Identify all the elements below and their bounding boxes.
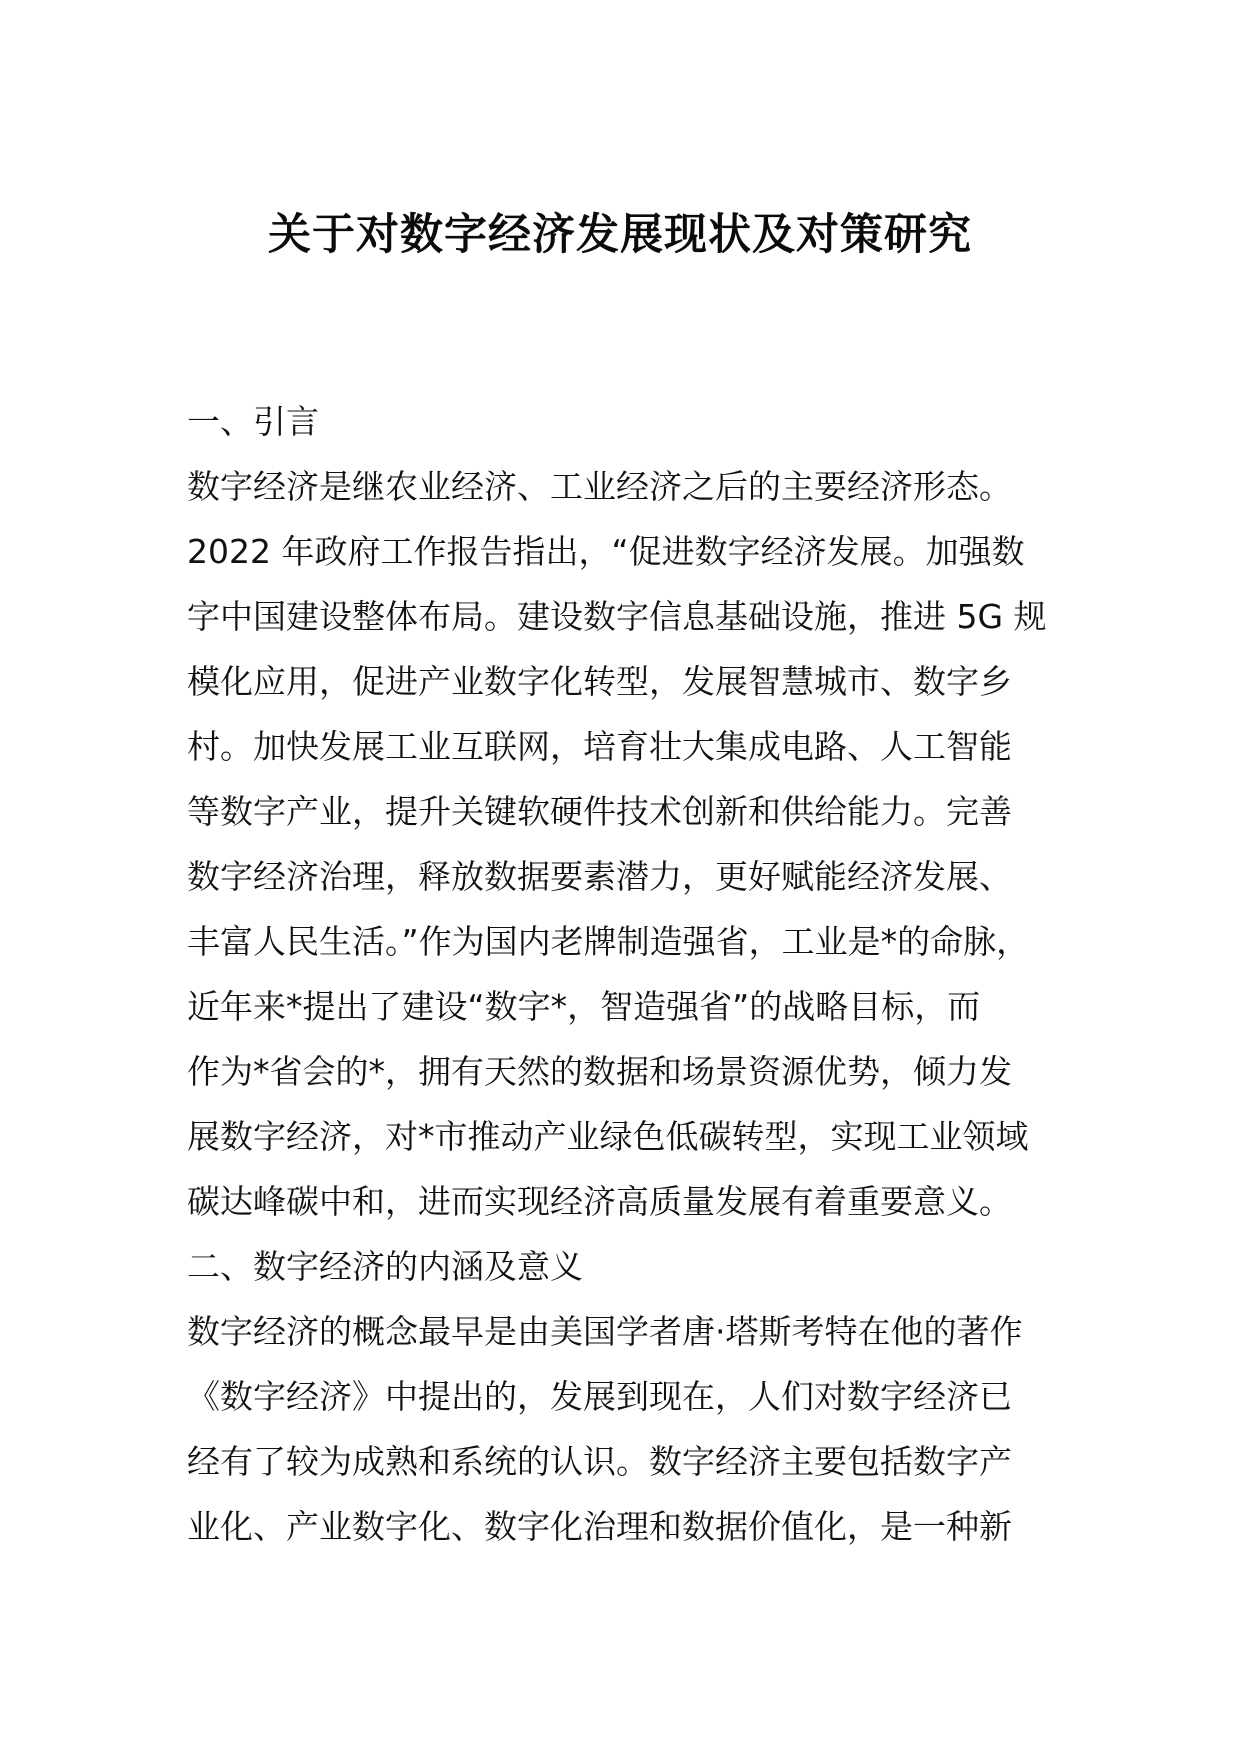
paragraph-line: 经有了较为成熟和系统的认识。数字经济主要包括数字产 bbox=[187, 1442, 1012, 1481]
paragraph-line: 村。加快发展工业互联网，培育壮大集成电路、人工智能 bbox=[187, 727, 1012, 766]
section-heading-introduction: 一、引言 bbox=[187, 402, 319, 441]
paragraph-line: 字中国建设整体布局。建设数字信息基础设施，推进 5G 规 bbox=[187, 597, 1047, 636]
document-body bbox=[187, 389, 1087, 1559]
section-heading-meaning: 二、数字经济的内涵及意义 bbox=[187, 1247, 583, 1286]
document-title: 关于对数字经济发展现状及对策研究 bbox=[268, 210, 972, 260]
paragraph-line: 等数字产业，提升关键软硬件技术创新和供给能力。完善 bbox=[187, 792, 1012, 831]
paragraph-line: 数字经济治理，释放数据要素潜力，更好赋能经济发展、 bbox=[187, 857, 1012, 896]
paragraph-line: 模化应用，促进产业数字化转型，发展智慧城市、数字乡 bbox=[187, 662, 1012, 701]
paragraph-line: 作为*省会的*，拥有天然的数据和场景资源优势，倾力发 bbox=[187, 1052, 1012, 1091]
paragraph-line: 近年来*提出了建设“数字*，智造强省”的战略目标，而 bbox=[187, 987, 981, 1026]
paragraph-line: 《数字经济》中提出的，发展到现在，人们对数字经济已 bbox=[187, 1377, 1012, 1416]
paragraph-line: 2022 年政府工作报告指出，“促进数字经济发展。加强数 bbox=[187, 532, 1025, 571]
paragraph-line: 数字经济是继农业经济、工业经济之后的主要经济形态。 bbox=[187, 467, 1012, 506]
paragraph-line: 业化、产业数字化、数字化治理和数据价值化，是一种新 bbox=[187, 1507, 1012, 1546]
paragraph-line: 丰富人民生活。”作为国内老牌制造强省，工业是*的命脉， bbox=[187, 922, 1030, 961]
paragraph-line: 数字经济的概念最早是由美国学者唐·塔斯考特在他的著作 bbox=[187, 1312, 1023, 1351]
paragraph-line: 展数字经济，对*市推动产业绿色低碳转型，实现工业领域 bbox=[187, 1117, 1029, 1156]
paragraph-line: 碳达峰碳中和，进而实现经济高质量发展有着重要意义。 bbox=[187, 1182, 1012, 1221]
